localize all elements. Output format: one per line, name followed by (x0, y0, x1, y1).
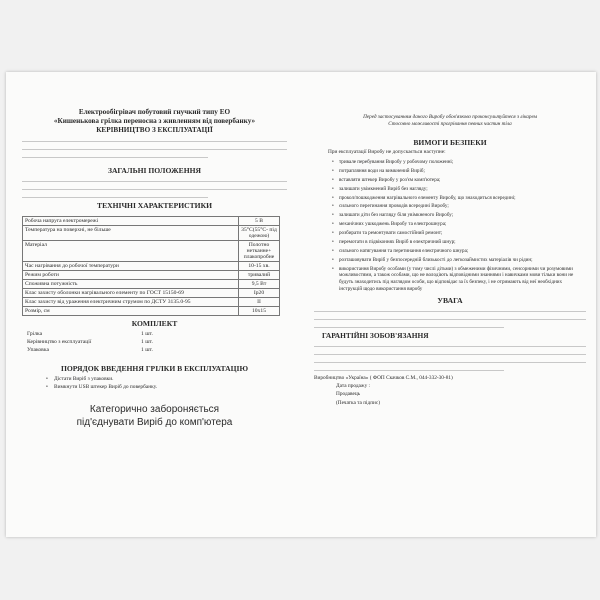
right-column (314, 114, 586, 407)
specs-table (22, 216, 280, 316)
list-item: • Дістати Виріб з упаковки. (48, 375, 287, 383)
steps-list (48, 375, 287, 391)
warning-block: Категорично забороняється під'єднувати Виріб до комп'ютера (76, 404, 233, 429)
table-row: Розмір, см 10x15 (23, 307, 280, 316)
kit-heading: КОМПЛЕКТ (131, 319, 178, 328)
tech-heading: ТЕХНІЧНІ ХАРАКТЕРИСТИКИ (97, 201, 212, 210)
order-heading: ПОРЯДОК ВВЕДЕННЯ ГРІЛКИ В ЕКСПЛУАТАЦІЮ (60, 364, 249, 373)
sale-date-field: Дата продажу : (336, 383, 371, 390)
list-item: • тривале перебування Виробу у робочому положенні; (332, 159, 586, 166)
left-column (22, 108, 287, 429)
list-item: Упаковка 1 шт. (27, 347, 153, 353)
list-item: • використання Виробу особами (у тому числі дітьми) з обмеженими фізичними, сенсорними чи розумовими можливостями, а також особами, що не володіють відповідними знаннями і навичками мови тільки вони не будуть знаходитись під наглядом особи, що відповідає за їх безпеку, і не отримають від неї необхідних інструкцій щодо використання виробу (332, 266, 586, 294)
stamp-field: (Печатка та підпис) (336, 399, 381, 406)
list-item: Грілка 1 шт. (27, 331, 153, 337)
safety-lead: При експлуатації Виробу не допускається наступне: (328, 149, 446, 156)
general-text-block (22, 177, 287, 198)
list-item: • сильного натягування та перетинання електричного шнура; (332, 248, 586, 255)
list-item: • вставляти штекер Виробу у роз'єм комп'ютера; (332, 177, 586, 184)
list-item: Керівництво з експлуатації 1 шт. (27, 339, 153, 345)
intro-text-block (22, 137, 287, 163)
list-item: • Вимкнути USB штекер Виріб до повербанку. (48, 383, 287, 391)
safety-heading: ВИМОГИ БЕЗПЕКИ (413, 138, 487, 148)
list-item: • перемотати в підвіконнях Виріб в електричний шнур; (332, 239, 586, 246)
kit-list (24, 330, 156, 354)
seller-field: Продавець (336, 391, 361, 398)
table-row: Режим роботи тривалий (23, 271, 280, 280)
attention-text-block (314, 307, 586, 328)
list-item: • прокол/пошкодження нагрівального елементу Виробу, що знаходиться всередині; (332, 195, 586, 202)
table-row: Температура на поверхні, не більше 35°С(55°С- під одежою) (23, 226, 280, 241)
instruction-sheet (6, 72, 596, 537)
attention-heading: УВАГА (437, 296, 463, 306)
manufacturer-line: Виробництво «Україна» ( ФОП Скачков С.М., 044-332-30-81) (314, 375, 453, 382)
list-item: • потрапляння води на вимкнений Виріб; (332, 168, 586, 175)
table-row: Клас захисту від ураження електричним струмом по ДСТУ 3135.0-95 II (23, 298, 280, 307)
list-item: • розташовувати Виріб у безпосередній близькості до легкозаймистих матеріалів чи рідин; (332, 257, 586, 264)
safety-list (332, 159, 586, 293)
document-title: Електрообігрівач побутовий гнучкий типу ЕО «Кишенькова грілка переносна з живленням від повербанку» КЕРІВНИЦТВО З ЕКСПЛУАТАЦІЇ (53, 108, 256, 134)
list-item: • залишати увімкнений Виріб без нагляду; (332, 186, 586, 193)
table-row: Споживна потужність 9,5 Вт (23, 280, 280, 289)
doctor-note: Перед застосуванням даного Виробу обов'язково проконсультуйтеся з лікарем Стосовно можливості прогрівання певних частин тіла (363, 114, 537, 128)
table-row: Матеріал Полотно нетканне+ плакопробне (23, 241, 280, 262)
list-item: • механічних ушкоджень Виробу та електрошнура; (332, 221, 586, 228)
general-heading: ЗАГАЛЬНІ ПОЛОЖЕННЯ (107, 166, 202, 175)
table-row: Робоча напруга електромережі 5 В (23, 217, 280, 226)
guarantee-text-block (314, 342, 586, 371)
list-item: • розбирати та ремонтувати самостійний ремонт; (332, 230, 586, 237)
guarantee-heading: ГАРАНТІЙНІ ЗОБОВ'ЯЗАННЯ (322, 331, 429, 341)
table-row: Час нагрівання до робочої температури 10-15 хв. (23, 262, 280, 271)
list-item: • сильного перегинання проводів всередині Виробу; (332, 203, 586, 210)
table-row: Клас захисту оболонки нагрівального елементу по ГОСТ 15150-69 Ip20 (23, 289, 280, 298)
list-item: • залишати діти без нагляду біля увімкненого Виробу; (332, 212, 586, 219)
